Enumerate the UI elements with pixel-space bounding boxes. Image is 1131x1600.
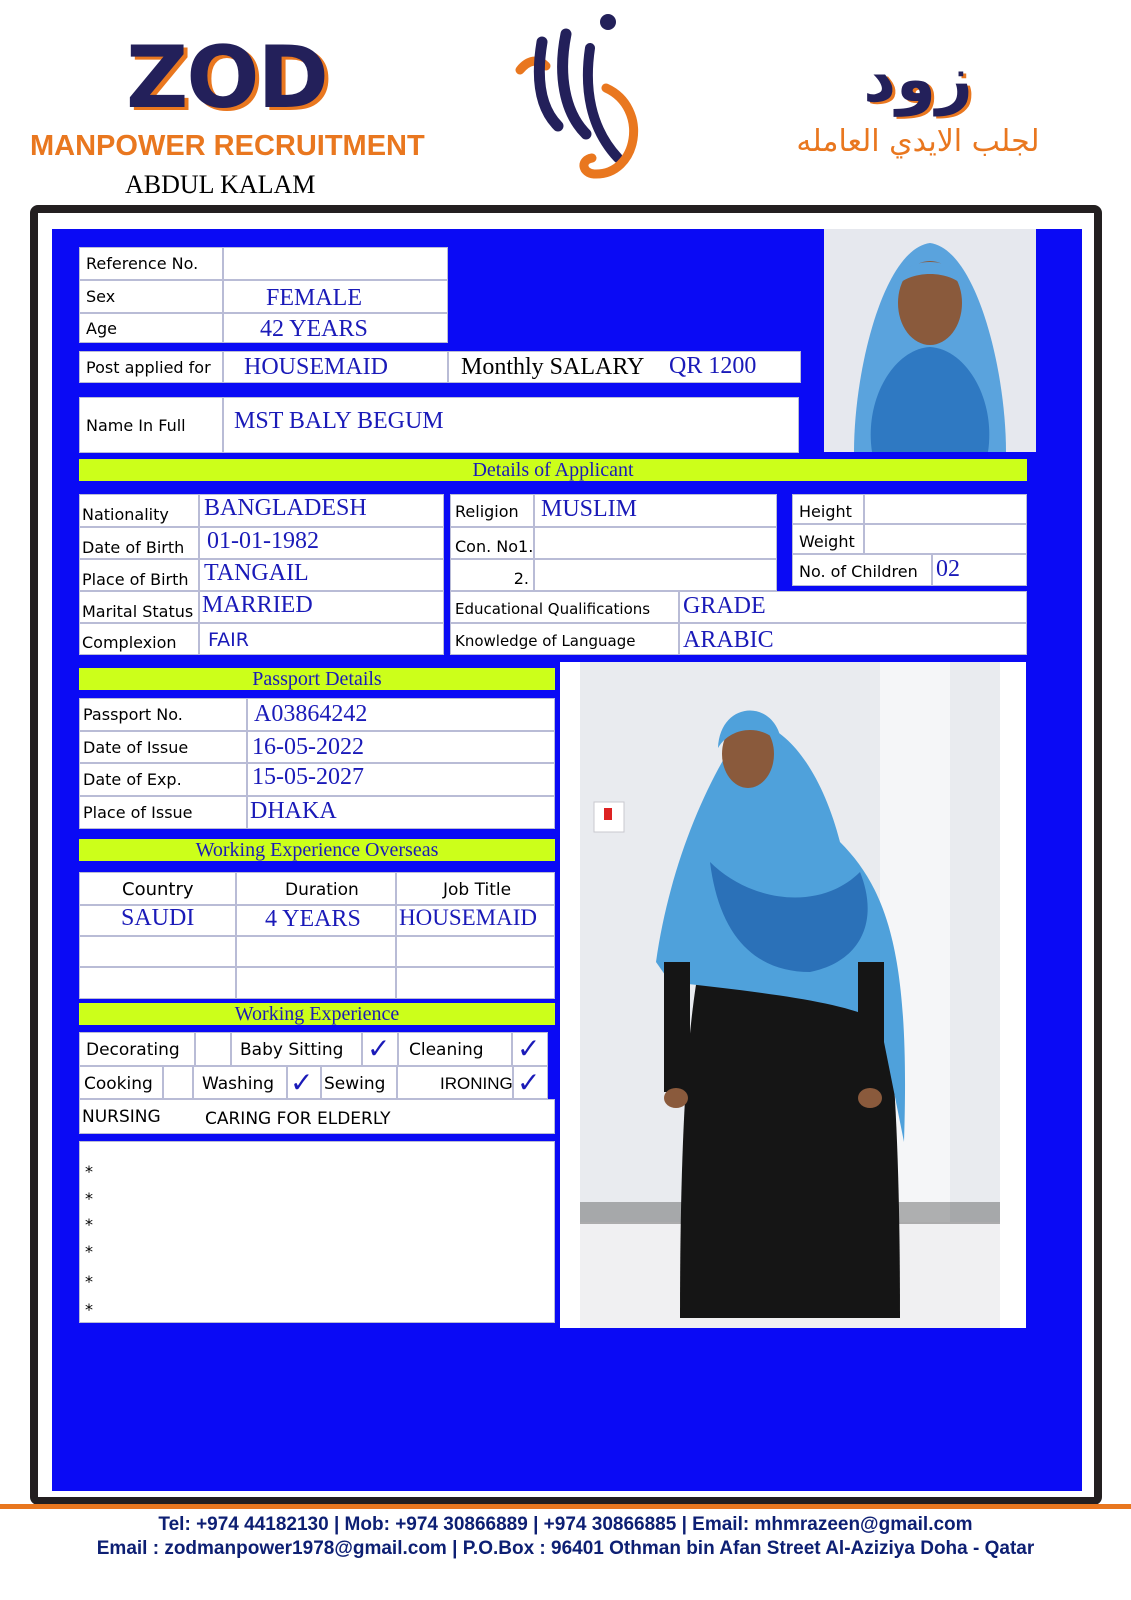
education-label-cell (450, 591, 679, 623)
owner-name: ABDUL KALAM (125, 170, 316, 199)
complexion-label: Complexion (82, 633, 177, 652)
passport-issue-value: 16-05-2022 (252, 734, 364, 760)
passport-number-label-cell (79, 698, 247, 731)
marital-value: MARRIED (202, 592, 313, 618)
dob-label-cell (79, 527, 199, 559)
height-label: Height (799, 502, 852, 521)
age-value-cell (223, 313, 448, 343)
brand-subtitle: MANPOWER RECRUITMENT (30, 130, 425, 162)
religion-label-cell (450, 494, 534, 527)
footer-divider (0, 1504, 1131, 1509)
marital-label-cell (79, 591, 199, 623)
complexion-label-cell (79, 623, 199, 655)
nationality-value-cell (199, 494, 444, 527)
skill-nursing: NURSING (82, 1107, 161, 1127)
note-bullet: * (85, 1242, 93, 1261)
passport-issue-value-cell (247, 731, 555, 763)
skill-washing: Washing (202, 1074, 275, 1094)
skill-ironing-check-cell (513, 1066, 548, 1099)
footer-contact-line: Tel: +974 44182130 | Mob: +974 30866889 | +974 30866885 | Email: mhmrazeen@gmail.com (158, 1514, 973, 1535)
portrait-photo (824, 229, 1036, 452)
skill-nursing-row (79, 1099, 555, 1134)
overseas-header-job: Job Title (443, 880, 512, 900)
passport-number-value: A03864242 (254, 701, 368, 727)
skill-ironing: IRONING (440, 1074, 513, 1093)
overseas-row-job-cell (396, 905, 555, 936)
overseas-empty-cell (396, 936, 555, 967)
overseas-header-duration-cell (236, 872, 396, 905)
post-label-cell (79, 351, 223, 383)
post-value: HOUSEMAID (244, 354, 388, 380)
education-label: Educational Qualifications (455, 600, 651, 618)
dob-value: 01-01-1982 (207, 528, 319, 554)
brand-name-arabic: زود (863, 43, 973, 117)
sex-value-cell (223, 280, 448, 313)
skill-decorating-cell (79, 1032, 195, 1066)
section-title-applicant: Details of Applicant (79, 459, 1027, 481)
pob-label-cell (79, 559, 199, 591)
checkmark-icon: ✓ (517, 1066, 541, 1099)
education-value-cell (679, 591, 1027, 623)
skill-cleaning: Cleaning (409, 1040, 484, 1060)
skill-cooking: Cooking (84, 1074, 153, 1094)
skill-decorating-check-cell (195, 1032, 231, 1066)
complexion-value-cell (199, 623, 444, 655)
language-value: ARABIC (683, 627, 774, 653)
reference-value-cell (223, 247, 448, 280)
name-label-cell (79, 397, 223, 453)
footer-address-line: Email : zodmanpower1978@gmail.com | P.O.Box : 96401 Othman bin Afan Street Al-Aziziya Doha - Qatar (96, 1538, 1035, 1559)
salary-cell (448, 351, 801, 383)
children-label: No. of Children (799, 562, 918, 581)
skill-cooking-check-cell (163, 1066, 193, 1099)
passport-expiry-value-cell (247, 763, 555, 796)
height-value-cell (864, 494, 1027, 524)
complexion-value: FAIR (208, 629, 249, 651)
notes-box (79, 1141, 555, 1323)
passport-place-label-cell (79, 796, 247, 829)
age-label: Age (86, 319, 117, 338)
contact2-label: 2. (513, 569, 529, 588)
nationality-label-cell (79, 494, 199, 527)
overseas-country-value: SAUDI (121, 905, 195, 931)
dob-value-cell (199, 527, 444, 559)
brand-name: ZOD (126, 28, 327, 128)
passport-place-value-cell (247, 796, 555, 829)
passport-place-value: DHAKA (250, 798, 337, 824)
note-bullet: * (85, 1272, 93, 1291)
checkmark-icon: ✓ (517, 1032, 541, 1065)
education-value: GRADE (683, 593, 766, 619)
religion-value: MUSLIM (541, 496, 638, 522)
full-body-photo (560, 662, 1026, 1328)
skill-baby-sitting-check-cell (362, 1032, 398, 1066)
skill-cleaning-cell (398, 1032, 512, 1066)
passport-issue-label-cell (79, 731, 247, 763)
religion-value-cell (534, 494, 777, 527)
overseas-empty-cell (236, 967, 396, 999)
name-value: MST BALY BEGUM (234, 408, 444, 434)
section-title-experience: Working Experience (79, 1003, 555, 1025)
weight-label: Weight (799, 532, 855, 551)
overseas-empty-cell (79, 967, 236, 999)
passport-expiry-label-cell (79, 763, 247, 796)
age-value: 42 YEARS (260, 316, 368, 342)
contact1-label: Con. No1. (455, 537, 534, 556)
passport-expiry-value: 15-05-2027 (252, 764, 364, 790)
skill-decorating: Decorating (86, 1040, 180, 1060)
skill-sewing: Sewing (324, 1074, 386, 1094)
note-bullet: * (85, 1189, 93, 1208)
salary-label: Monthly SALARY (461, 354, 645, 380)
contact2-label-cell (450, 559, 534, 591)
children-label-cell (792, 554, 932, 586)
contact2-value-cell (534, 559, 777, 591)
skill-sewing-cell (321, 1066, 397, 1099)
skill-washing-cell (193, 1066, 287, 1099)
marital-value-cell (199, 591, 444, 623)
post-label: Post applied for (86, 358, 211, 377)
section-title-overseas: Working Experience Overseas (79, 839, 555, 861)
cv-panel (52, 229, 1082, 1491)
pob-label: Place of Birth (82, 570, 189, 589)
age-label-cell (79, 313, 223, 343)
overseas-row-country-cell (79, 905, 236, 936)
passport-expiry-label: Date of Exp. (83, 770, 182, 789)
brand-subtitle-arabic: لجلب الايدي العامله (796, 124, 1040, 159)
overseas-header-country: Country (122, 879, 194, 900)
overseas-empty-cell (396, 967, 555, 999)
nationality-value: BANGLADESH (204, 495, 367, 521)
overseas-empty-cell (236, 936, 396, 967)
note-bullet: * (85, 1162, 93, 1181)
passport-number-value-cell (247, 698, 555, 731)
language-value-cell (679, 623, 1027, 655)
checkmark-icon: ✓ (367, 1032, 391, 1065)
name-label: Name In Full (86, 416, 186, 435)
reference-label-cell (79, 247, 223, 280)
dob-label: Date of Birth (82, 538, 185, 557)
brand-mark-icon (510, 8, 660, 188)
overseas-duration-value: 4 YEARS (265, 906, 361, 932)
overseas-header-country-cell (79, 872, 236, 905)
contact1-label-cell (450, 527, 534, 559)
sex-value: FEMALE (266, 285, 362, 311)
overseas-job-value: HOUSEMAID (399, 905, 537, 930)
reference-label: Reference No. (86, 254, 199, 273)
weight-value-cell (864, 524, 1027, 554)
skill-baby-sitting-cell (231, 1032, 362, 1066)
contact1-value-cell (534, 527, 777, 559)
pob-value-cell (199, 559, 444, 591)
religion-label: Religion (455, 502, 519, 521)
checkmark-icon: ✓ (290, 1066, 314, 1099)
skill-baby-sitting: Baby Sitting (240, 1040, 344, 1060)
passport-number-label: Passport No. (83, 705, 183, 724)
skill-caring-elderly: CARING FOR ELDERLY (205, 1109, 391, 1129)
language-label-cell (450, 623, 679, 655)
weight-label-cell (792, 524, 864, 554)
sex-label: Sex (86, 287, 116, 306)
height-label-cell (792, 494, 864, 524)
overseas-header-job-cell (396, 872, 555, 905)
overseas-empty-cell (79, 936, 236, 967)
name-value-cell (223, 397, 799, 453)
note-bullet: * (85, 1215, 93, 1234)
children-value: 02 (936, 556, 960, 582)
skill-ironing-cell (397, 1066, 513, 1099)
company-logo-arabic (753, 40, 1083, 170)
post-value-cell (223, 351, 448, 383)
nationality-label: Nationality (82, 505, 169, 524)
passport-issue-label: Date of Issue (83, 738, 189, 757)
salary-value: QR 1200 (669, 353, 757, 379)
sex-label-cell (79, 280, 223, 313)
overseas-row-duration-cell (236, 905, 396, 936)
skill-cleaning-check-cell (512, 1032, 548, 1066)
note-bullet: * (85, 1300, 93, 1319)
skill-cooking-cell (79, 1066, 163, 1099)
passport-place-label: Place of Issue (83, 803, 193, 822)
cv-frame (30, 205, 1102, 1505)
pob-value: TANGAIL (204, 560, 309, 586)
children-value-cell (932, 554, 1027, 586)
marital-label: Marital Status (82, 602, 194, 621)
section-title-passport: Passport Details (79, 668, 555, 690)
language-label: Knowledge of Language (455, 632, 636, 650)
skill-washing-check-cell (287, 1066, 321, 1099)
overseas-header-duration: Duration (285, 880, 359, 900)
